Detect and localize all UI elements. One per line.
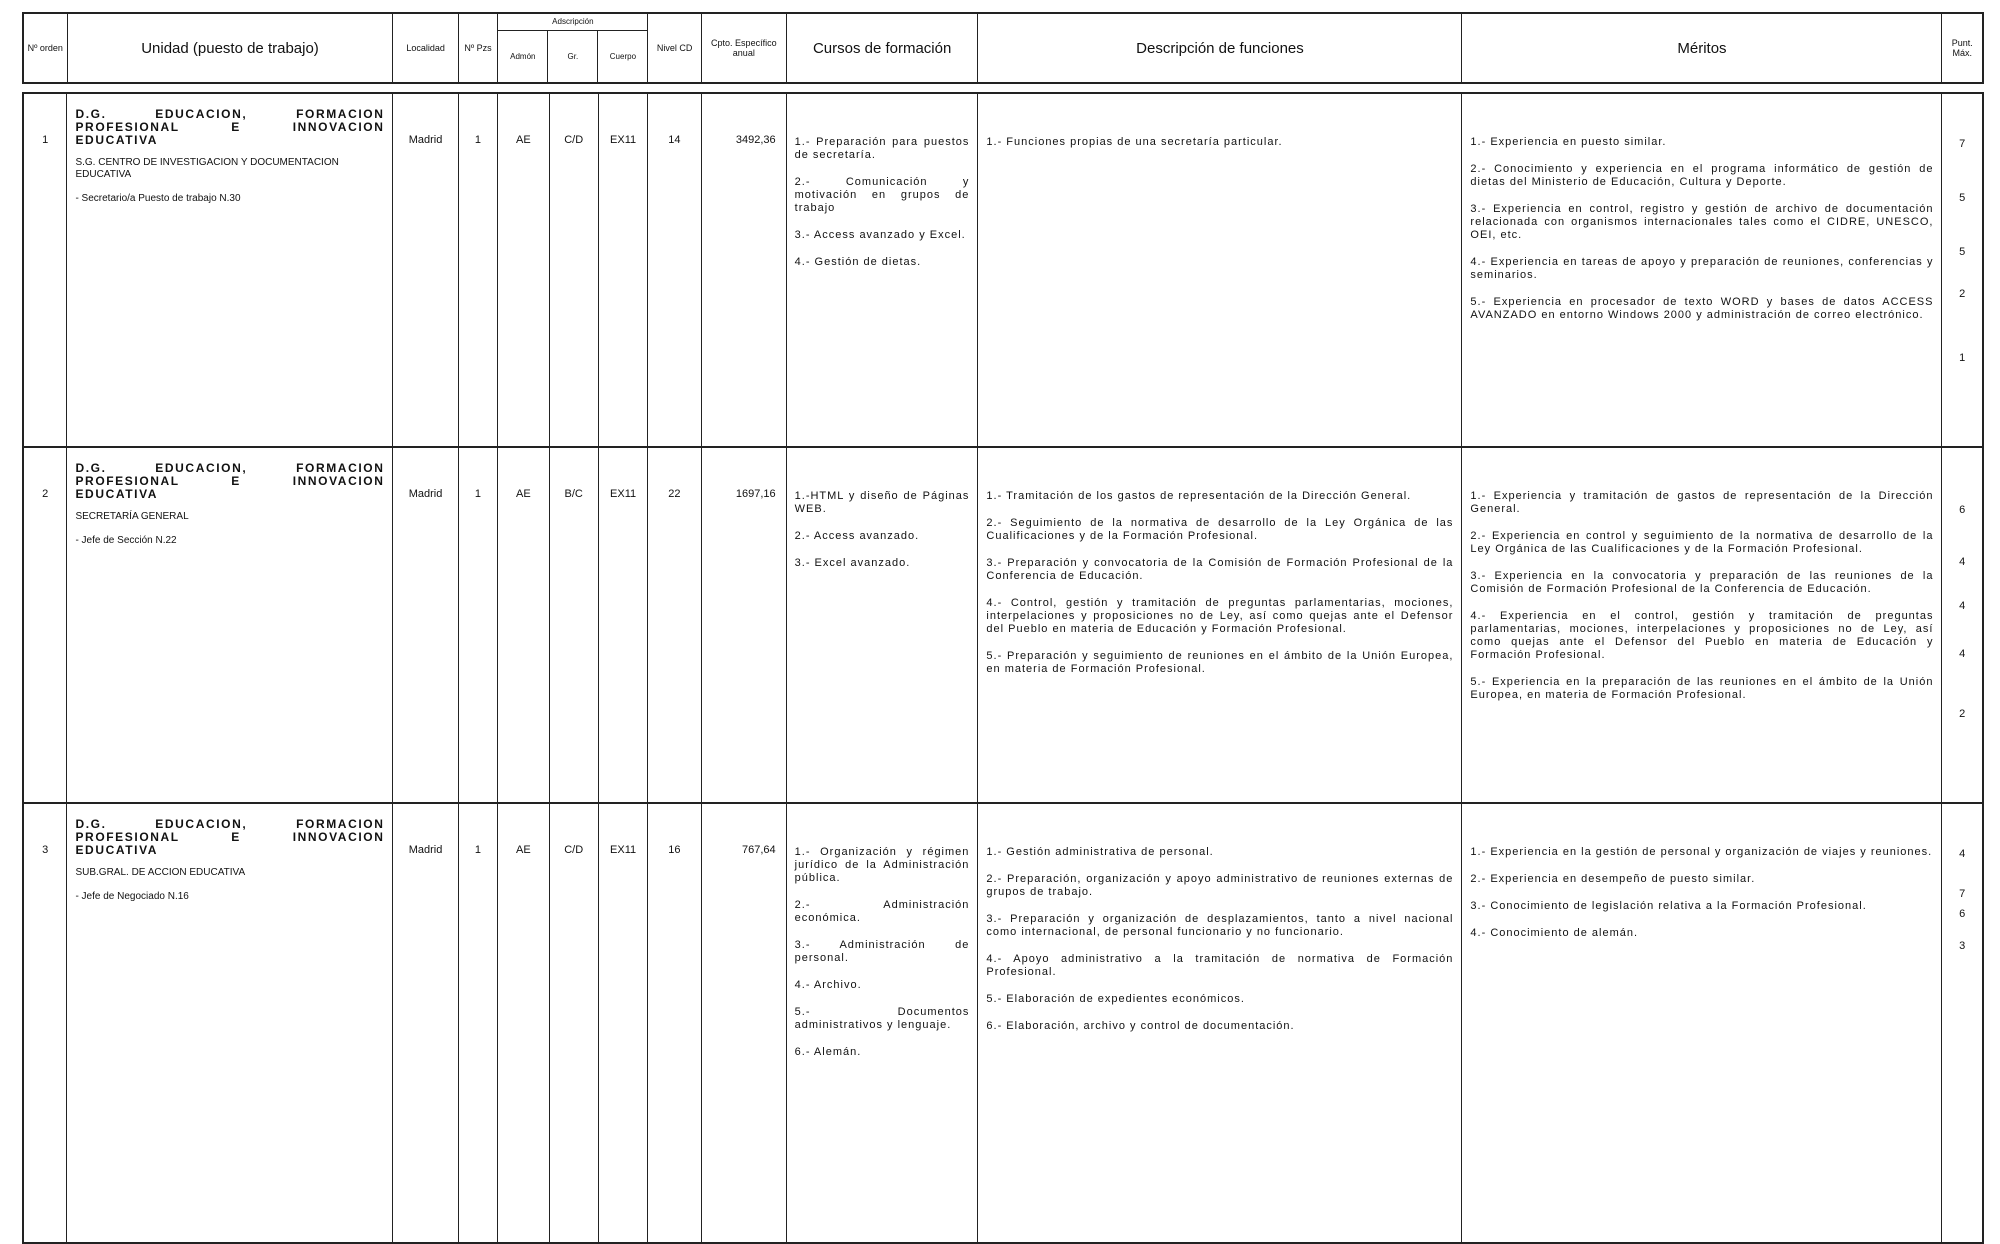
merito-item: 2.- Conocimiento y experiencia en el programa informático de gestión de dietas del Ministerio de Educación, Cultura y Deporte. (1470, 163, 1934, 188)
merito-item: 3.- Experiencia en la convocatoria y preparación de las reuniones de la Comisión de Formación Profesional de la Conferencia de Educación. (1470, 570, 1934, 595)
row-unidad (67, 448, 393, 802)
funcion-item: 1.- Gestión administrativa de personal. (986, 846, 1214, 858)
row-cursos (787, 804, 979, 1242)
row-localidad: Madrid (393, 448, 458, 802)
header-descripcion: Descripción de funciones (978, 14, 1462, 82)
row-cuerpo: EX11 (599, 804, 648, 1242)
row-grupo: C/D (550, 94, 599, 446)
row-localidad: Madrid (393, 804, 458, 1242)
merito-puntos: 6 (1959, 504, 1966, 516)
funcion-item: 2.- Preparación, organización y apoyo administrativo de reuniones externas de grupos de trabajo. (986, 873, 1454, 898)
header-nivel: Nivel CD (648, 14, 701, 82)
unit-title-line: D.G. EDUCACION, FORMACION (75, 107, 385, 121)
merito-item: 1.- Experiencia en puesto similar. (1470, 136, 1667, 148)
funcion-item: 4.- Control, gestión y tramitación de preguntas parlamentarias, mociones, interpelaciones y proposiciones no de Ley, así como quejas ante el Defensor del Pueblo en materia de Educación y Formación Profesional. (986, 597, 1454, 635)
curso-item: 4.- Archivo. (794, 979, 862, 991)
table-row (22, 804, 1984, 1244)
unit-title (75, 462, 384, 501)
header-puntuacion: Punt. Máx. (1951, 38, 1973, 58)
merito-puntos: 4 (1959, 848, 1966, 860)
row-piezas: 1 (459, 804, 499, 1242)
merito-puntos: 5 (1959, 192, 1966, 204)
row-localidad: Madrid (393, 94, 458, 446)
row-orden: 2 (24, 448, 67, 802)
unit-title-line: PROFESIONAL E INNOVACION (75, 830, 385, 844)
merito-puntos: 4 (1959, 600, 1966, 612)
curso-item: 1.-HTML y diseño de Páginas WEB. (794, 490, 970, 515)
unit-title-line: D.G. EDUCACION, FORMACION (75, 461, 385, 475)
header-grupo: Gr. (548, 31, 598, 82)
unit-puesto: - Jefe de Sección N.22 (75, 535, 177, 546)
header-orden: Nº orden (24, 14, 68, 82)
curso-item: 4.- Gestión de dietas. (794, 256, 922, 268)
merito-item: 4.- Conocimiento de alemán. (1470, 927, 1639, 939)
row-grupo: B/C (550, 448, 599, 802)
row-admon: AE (498, 804, 549, 1242)
row-cuerpo: EX11 (599, 94, 648, 446)
unit-title (75, 818, 384, 857)
header-localidad: Localidad (393, 14, 458, 82)
merito-item: 1.- Experiencia y tramitación de gastos de representación de la Dirección General. (1470, 490, 1934, 515)
row-grupo: C/D (550, 804, 599, 1242)
unit-title-line: PROFESIONAL E INNOVACION (75, 120, 385, 134)
merito-puntos: 2 (1959, 288, 1966, 300)
row-funciones (978, 804, 1462, 1242)
funcion-item: 1.- Funciones propias de una secretaría particular. (986, 136, 1283, 148)
row-meritos (1462, 94, 1942, 446)
unit-title (75, 108, 384, 147)
header-adscripcion-group (498, 14, 648, 82)
header-unidad: Unidad (puesto de trabajo) (68, 14, 394, 82)
curso-item: 3.- Administración de personal. (794, 939, 970, 964)
row-piezas: 1 (459, 94, 499, 446)
funcion-item: 6.- Elaboración, archivo y control de documentación. (986, 1020, 1295, 1032)
row-funciones (978, 448, 1462, 802)
merito-puntos: 6 (1959, 908, 1966, 920)
merito-puntos: 3 (1959, 940, 1966, 952)
unit-subunit: SECRETARÍA GENERAL (75, 511, 189, 522)
funcion-item: 4.- Apoyo administrativo a la tramitación de normativa de Formación Profesional. (986, 953, 1454, 978)
header-piezas: Nº Pzs (459, 14, 499, 82)
merito-item: 4.- Experiencia en el control, gestión y tramitación de preguntas parlamentarias, mociones, interpelaciones y proposiciones no de Ley, así como quejas ante el Defensor del Pueblo en materia de Educación y Formación Profesional. (1470, 610, 1934, 661)
header-cpto: Cpto. Específico anual (702, 14, 787, 82)
merito-puntos: 1 (1959, 352, 1966, 364)
row-meritos (1462, 448, 1942, 802)
funcion-item: 3.- Preparación y organización de desplazamientos, tanto a nivel nacional como internacional, de personal funcionario y no funcionario. (986, 913, 1454, 938)
curso-item: 3.- Access avanzado y Excel. (794, 229, 966, 241)
merito-item: 5.- Experiencia en procesador de texto WORD y bases de datos ACCESS AVANZADO en entorno Windows 2000 y administración de correo electrónico. (1470, 296, 1934, 321)
funcion-item: 3.- Preparación y convocatoria de la Comisión de Formación Profesional de la Conferencia de Educación. (986, 557, 1454, 582)
merito-puntos: 2 (1959, 708, 1966, 720)
merito-item: 5.- Experiencia en la preparación de las reuniones en el ámbito de la Unión Europea, en materia de Formación Profesional. (1470, 676, 1934, 701)
job-positions-table (22, 12, 1984, 1244)
merito-item: 3.- Conocimiento de legislación relativa a la Formación Profesional. (1470, 900, 1867, 912)
row-admon: AE (498, 448, 549, 802)
table-row (22, 448, 1984, 804)
unit-title-line: EDUCATIVA (75, 133, 159, 147)
unit-subunit: SUB.GRAL. DE ACCION EDUCATIVA (75, 867, 246, 878)
merito-item: 2.- Experiencia en control y seguimiento de la normativa de desarrollo de la Ley Orgánica de las Cualificaciones y de la Formación Profesional. (1470, 530, 1934, 555)
row-cuerpo: EX11 (599, 448, 648, 802)
merito-item: 3.- Experiencia en control, registro y gestión de archivo de documentación relacionada con organismos internacionales tales como el CIDRE, UNESCO, OEI, etc. (1470, 203, 1934, 241)
funcion-item: 5.- Preparación y seguimiento de reuniones en el ámbito de la Unión Europea, en materia de Formación Profesional. (986, 650, 1454, 675)
curso-item: 2.- Comunicación y motivación en grupos de trabajo (794, 176, 970, 214)
row-nivel: 22 (648, 448, 701, 802)
header-cuerpo: Cuerpo (609, 51, 637, 61)
curso-item: 1.- Organización y régimen jurídico de la Administración pública. (794, 846, 970, 884)
curso-item: 2.- Access avanzado. (794, 530, 920, 542)
row-cursos (787, 448, 979, 802)
table-header (22, 12, 1984, 84)
header-meritos: Méritos (1462, 14, 1942, 82)
unit-puesto: - Jefe de Negociado N.16 (75, 891, 189, 902)
curso-item: 2.- Administración económica. (794, 899, 970, 924)
funcion-item: 1.- Tramitación de los gastos de representación de la Dirección General. (986, 490, 1412, 502)
row-cursos (787, 94, 979, 446)
merito-puntos: 5 (1959, 246, 1966, 258)
curso-item: 6.- Alemán. (794, 1046, 862, 1058)
merito-puntos: 7 (1959, 888, 1966, 900)
merito-puntos: 4 (1959, 556, 1966, 568)
unit-title-line: EDUCATIVA (75, 843, 159, 857)
row-cpto: 1697,16 (702, 448, 787, 802)
merito-item: 2.- Experiencia en desempeño de puesto similar. (1470, 873, 1756, 885)
funcion-item: 2.- Seguimiento de la normativa de desarrollo de la Ley Orgánica de las Cualificaciones y de la Formación Profesional. (986, 517, 1454, 542)
merito-puntos: 4 (1959, 648, 1966, 660)
curso-item: 5.- Documentos administrativos y lenguaje. (794, 1006, 970, 1031)
row-meritos (1462, 804, 1942, 1242)
row-cpto: 3492,36 (702, 94, 787, 446)
row-orden: 1 (24, 94, 67, 446)
header-cursos: Cursos de formación (787, 14, 979, 82)
unit-puesto: - Secretario/a Puesto de trabajo N.30 (75, 193, 241, 204)
row-nivel: 14 (648, 94, 701, 446)
table-row (22, 92, 1984, 448)
row-puntuacion (1942, 94, 1982, 446)
header-adscripcion: Adscripción (498, 14, 647, 31)
merito-item: 1.- Experiencia en la gestión de personal y organización de viajes y reuniones. (1470, 846, 1933, 858)
row-puntuacion (1942, 804, 1982, 1242)
row-orden: 3 (24, 804, 67, 1242)
table-body (22, 92, 1984, 1244)
unit-subunit: S.G. CENTRO DE INVESTIGACION Y DOCUMENTACION EDUCATIVA (75, 157, 339, 180)
merito-item: 4.- Experiencia en tareas de apoyo y preparación de reuniones, conferencias y seminarios. (1470, 256, 1934, 281)
curso-item: 1.- Preparación para puestos de secretaría. (794, 136, 970, 161)
unit-title-line: PROFESIONAL E INNOVACION (75, 474, 385, 488)
row-unidad (67, 804, 393, 1242)
funcion-item: 5.- Elaboración de expedientes económicos. (986, 993, 1245, 1005)
row-nivel: 16 (648, 804, 701, 1242)
header-admon: Admón (498, 31, 548, 82)
unit-title-line: EDUCATIVA (75, 487, 159, 501)
row-puntuacion (1942, 448, 1982, 802)
row-piezas: 1 (459, 448, 499, 802)
row-admon: AE (498, 94, 549, 446)
row-cpto: 767,64 (702, 804, 787, 1242)
merito-puntos: 7 (1959, 138, 1966, 150)
row-unidad (67, 94, 393, 446)
row-funciones (978, 94, 1462, 446)
curso-item: 3.- Excel avanzado. (794, 557, 911, 569)
unit-title-line: D.G. EDUCACION, FORMACION (75, 817, 385, 831)
